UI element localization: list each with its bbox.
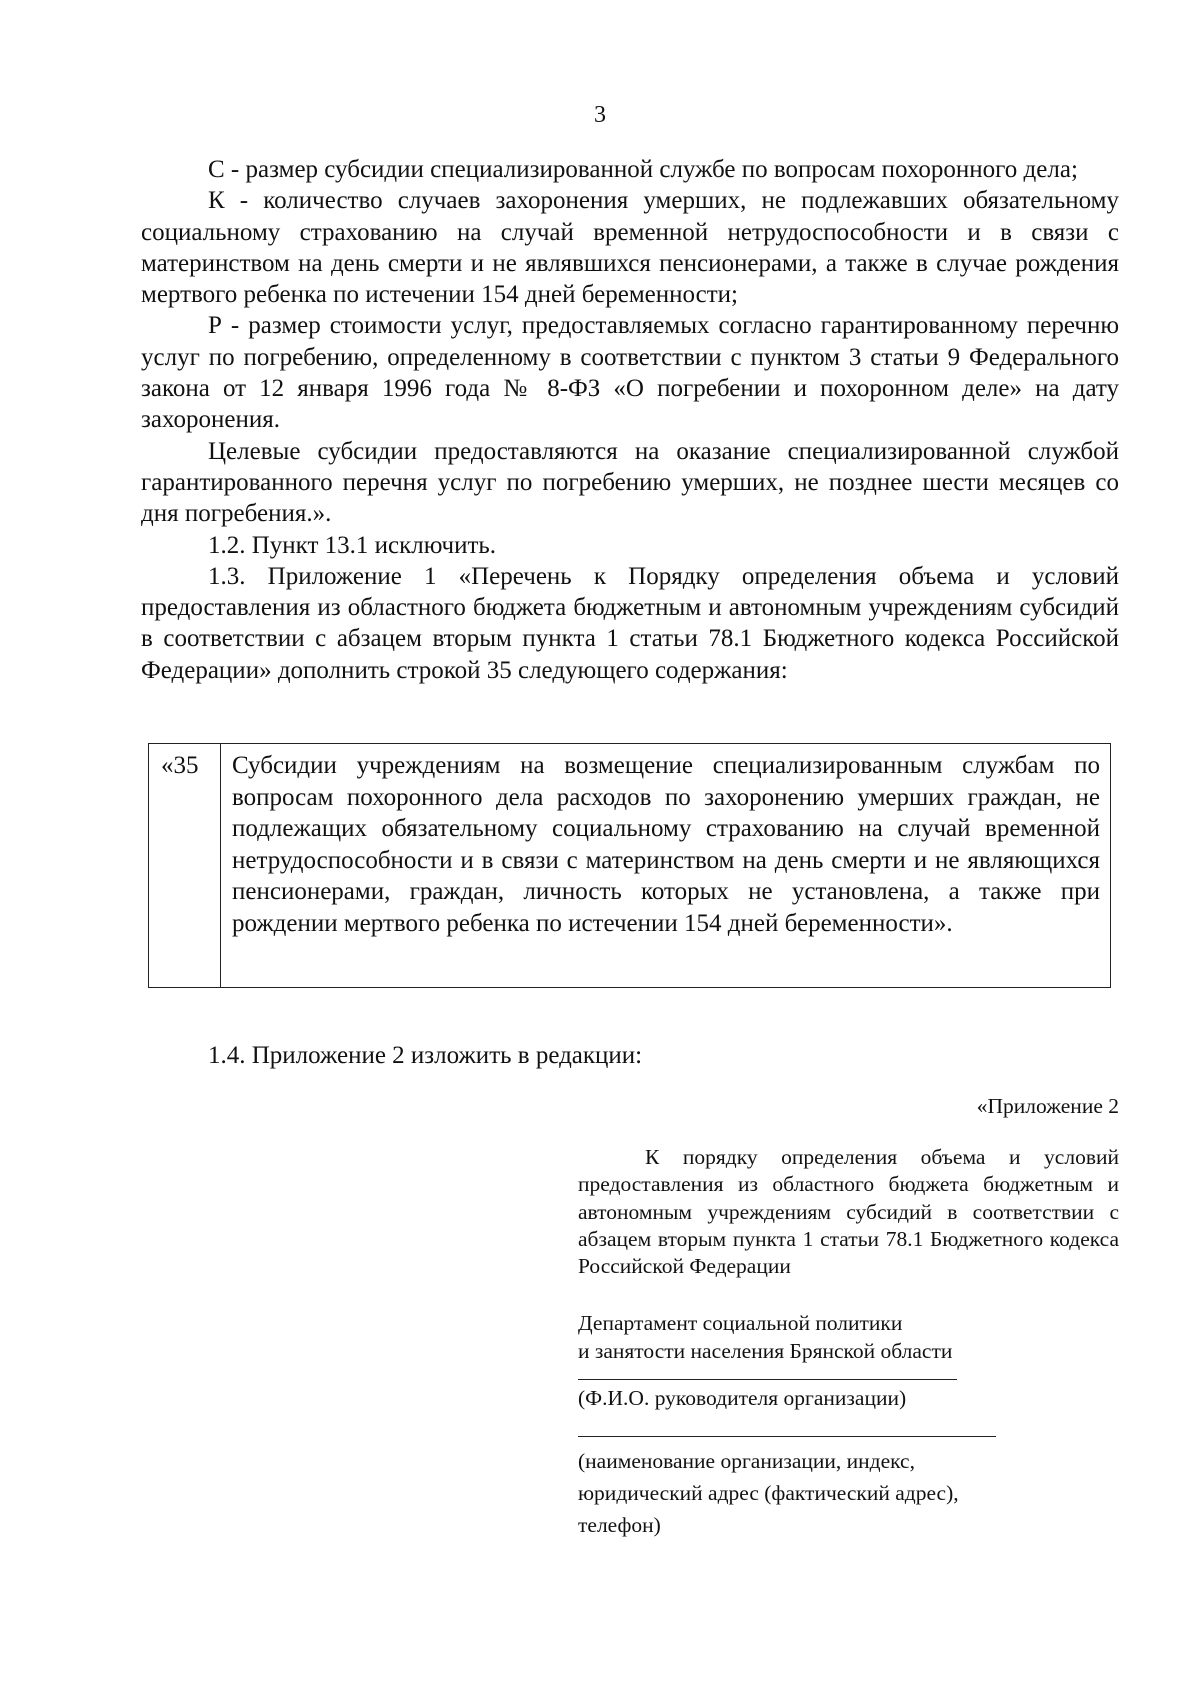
paragraph-targeted-subsidies: Целевые субсидии предоставляются на оказание специализированной службой гарантированного перечня услуг по погребению умерших, не позднее шести месяцев со дня погребения.». (141, 437, 1119, 528)
organization-line (578, 1436, 996, 1437)
paragraph-c-definition: С - размер субсидии специализированной службе по вопросам похоронного дела; (208, 156, 1078, 183)
appendix-label: «Приложение 2 (976, 1094, 1119, 1118)
paragraph-p-definition: Р - размер стоимости услуг, предоставляемых согласно гарантированному перечню услуг по погребению, определенному в соответствии с пунктом 3 статьи 9 Федерального закона от 12 января 1996 года № 8-ФЗ «О погребении и похоронном деле» на дату захоронения. (141, 312, 1119, 434)
paragraph-item-1-4: 1.4. Приложение 2 изложить в редакции: (208, 1042, 643, 1069)
head-name-line (578, 1379, 957, 1380)
head-name-caption: (Ф.И.О. руководителя организации) (578, 1386, 907, 1410)
appendix-header-block (578, 1144, 1119, 1365)
paragraph-item-1-3: 1.3. Приложение 1 «Перечень к Порядку определения объема и условий предоставления из областного бюджета бюджетным и автономным учреждениям субсидий в соответствии с абзацем вторым пункта 1 статьи 78.1 Бюджетного кодекса Российской Федерации» дополнить строкой 35 следующего содержания: (141, 562, 1119, 684)
department-line-2: и занятости населения Брянской области (578, 1338, 953, 1363)
table-row-number: «35 (149, 744, 221, 987)
department-name (578, 1310, 1119, 1365)
organization-caption-line-1: (наименование организации, индекс, (578, 1449, 915, 1473)
organization-caption (578, 1445, 959, 1541)
paragraph-item-1-2: 1.2. Пункт 13.1 исключить. (208, 531, 497, 559)
organization-caption-line-2: юридический адрес (фактический адрес), (578, 1481, 959, 1505)
department-line-1: Департамент социальной политики (578, 1311, 903, 1336)
paragraph-k-definition: К - количество случаев захоронения умерших, не подлежавших обязательному социальному страхованию на случай временной нетрудоспособности и в связи с материнством на день смерти и не являвшихся пенсионерами, а также в случае рождения мертвого ребенка по истечении 154 дней беременности; (141, 187, 1119, 309)
amendment-table (148, 743, 1111, 988)
appendix-reference: К порядку определения объема и условий предоставления из областного бюджета бюджетным и автономным учреждениям субсидий в соответствии с абзацем вторым пункта 1 статьи 78.1 Бюджетного кодекса Российской Федерации (578, 1145, 1119, 1279)
body-text (141, 154, 1119, 686)
page-number: 3 (594, 102, 606, 128)
organization-caption-line-3: телефон) (578, 1513, 661, 1537)
table-row-text: Субсидии учреждениям на возмещение специализированным службам по вопросам похоронного дела расходов по захоронению умерших граждан, не подлежащих обязательному социальному страхованию на случай временной нетрудоспособности и в связи с материнством на день смерти и не являющихся пенсионерами, граждан, личность которых не установлена, а также при рождении мертвого ребенка по истечении 154 дней беременности». (232, 752, 1100, 937)
